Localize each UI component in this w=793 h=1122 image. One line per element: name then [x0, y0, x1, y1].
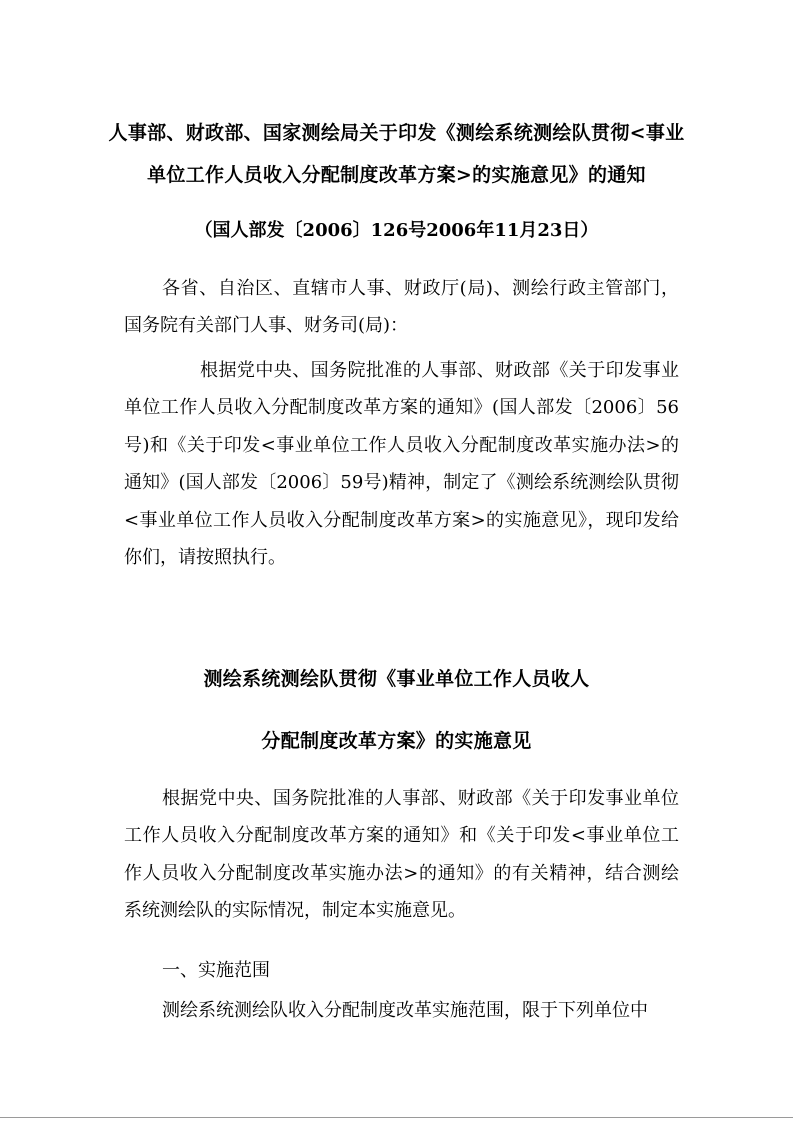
section1-heading: 一、实施范围 [162, 960, 270, 981]
opinion-title-line1: 测绘系统测绘队贯彻《事业单位工作人员收人 [203, 668, 590, 690]
notice-body: 根据党中央、国务院批准的人事部、财政部《关于印发事业单位工作人员收入分配制度改革方案的通知》(国人部发〔2006〕56号)和《关于印发<事业单位工作人员收入分配制度改革实施办法>的通知》(国人部发〔2006〕59号)精神，制定了《测绘系统测绘队贯彻<事业单位工作人员收入分配制度改革方案>的实施意见》，现印发给你们，请按照执行。 [124, 360, 679, 569]
section1-text: 测绘系统测绘队收入分配制度改革实施范围，限于下列单位中 [162, 1000, 648, 1021]
opinion-title-line2: 分配制度改革方案》的实施意见 [261, 730, 532, 752]
notice-doc-number: （国人部发〔2006〕126号2006年11月23日） [194, 220, 599, 241]
notice-title-line1: 人事部、财政部、国家测绘局关于印发《测绘系统测绘队贯彻<事业 [108, 122, 685, 144]
page-bottom-rule [0, 1117, 793, 1118]
opinion-intro: 根据党中央、国务院批准的人事部、财政部《关于印发事业单位工作人员收入分配制度改革方案的通知》和《关于印发<事业单位工作人员收入分配制度改革实施办法>的通知》的有关精神，结合测绘系统测绘队的实际情况，制定本实施意见。 [124, 788, 679, 922]
notice-title-line2: 单位工作人员收入分配制度改革方案>的实施意见》的通知 [147, 164, 646, 186]
notice-addressee: 各省、自治区、直辖市人事、财政厅(局)、测绘行政主管部门，国务院有关部门人事、财务司(局)： [124, 278, 679, 337]
